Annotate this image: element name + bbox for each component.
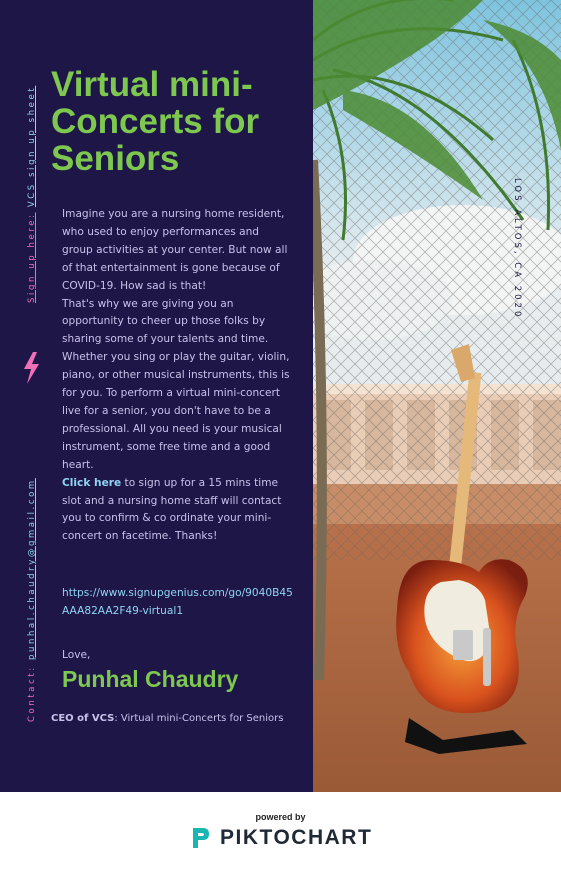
author-title [51, 713, 283, 724]
intro-paragraph: Imagine you are a nursing home resident, who used to enjoy performances and group activities at your center. But now all of that entertainment is gone because of COVID-19. How sad is that! [62, 208, 288, 292]
author-name: Punhal Chaudry [62, 666, 239, 692]
signup-paragraph-text: to sign up for a 15 mins time slot and a nursing home staff will contact you to confirm & co ordinate your mini-concert on facetime. Thanks! [62, 476, 282, 543]
author-role: CEO of VCS [51, 713, 115, 724]
footer [0, 792, 561, 873]
contact-label: Contact: [27, 665, 37, 722]
invite-paragraph: That's why we are giving you an opportunity to cheer up those folks by sharing some of your talents and time. Whether you sing or play the guitar, violin, piano, or other musical instruments, this is for you. To perform a virtual mini-concert live for a senior, you don't have to be a professional. All you need is your musical instrument, some free time and a good heart. [62, 297, 290, 471]
piktochart-brand-link[interactable] [191, 826, 372, 850]
piktochart-logo-icon [191, 826, 211, 850]
signup-sidebar-text [27, 86, 37, 303]
guitar-photo-illustration [313, 0, 561, 792]
contact-sidebar-text [27, 478, 37, 722]
signup-url-link[interactable]: https://www.signupgenius.com/go/9040B45AAA82AA2F49-virtual1 [62, 587, 293, 617]
signoff-love: Love, [62, 649, 91, 661]
signup-paragraph [62, 475, 292, 547]
piktochart-brand-name: PIKTOCHART [220, 826, 373, 849]
guitar-photo [313, 0, 561, 792]
lightning-bolt-icon [22, 352, 40, 384]
contact-email-link[interactable]: punhal.chaudry@gmail.com [27, 478, 37, 660]
signup-sheet-link[interactable]: VCS sign up sheet [27, 85, 37, 208]
author-org: : Virtual mini-Concerts for Seniors [114, 713, 284, 724]
location-label: LOS ALTOS, CA 2020 [512, 178, 522, 320]
body-text [62, 206, 292, 546]
poster-title: Virtual mini-Concerts for Seniors [51, 65, 260, 178]
powered-by-text: powered by [255, 812, 306, 822]
click-here-link[interactable]: Click here [62, 476, 122, 489]
signup-prefix-link[interactable]: Sign up here: [27, 212, 37, 303]
